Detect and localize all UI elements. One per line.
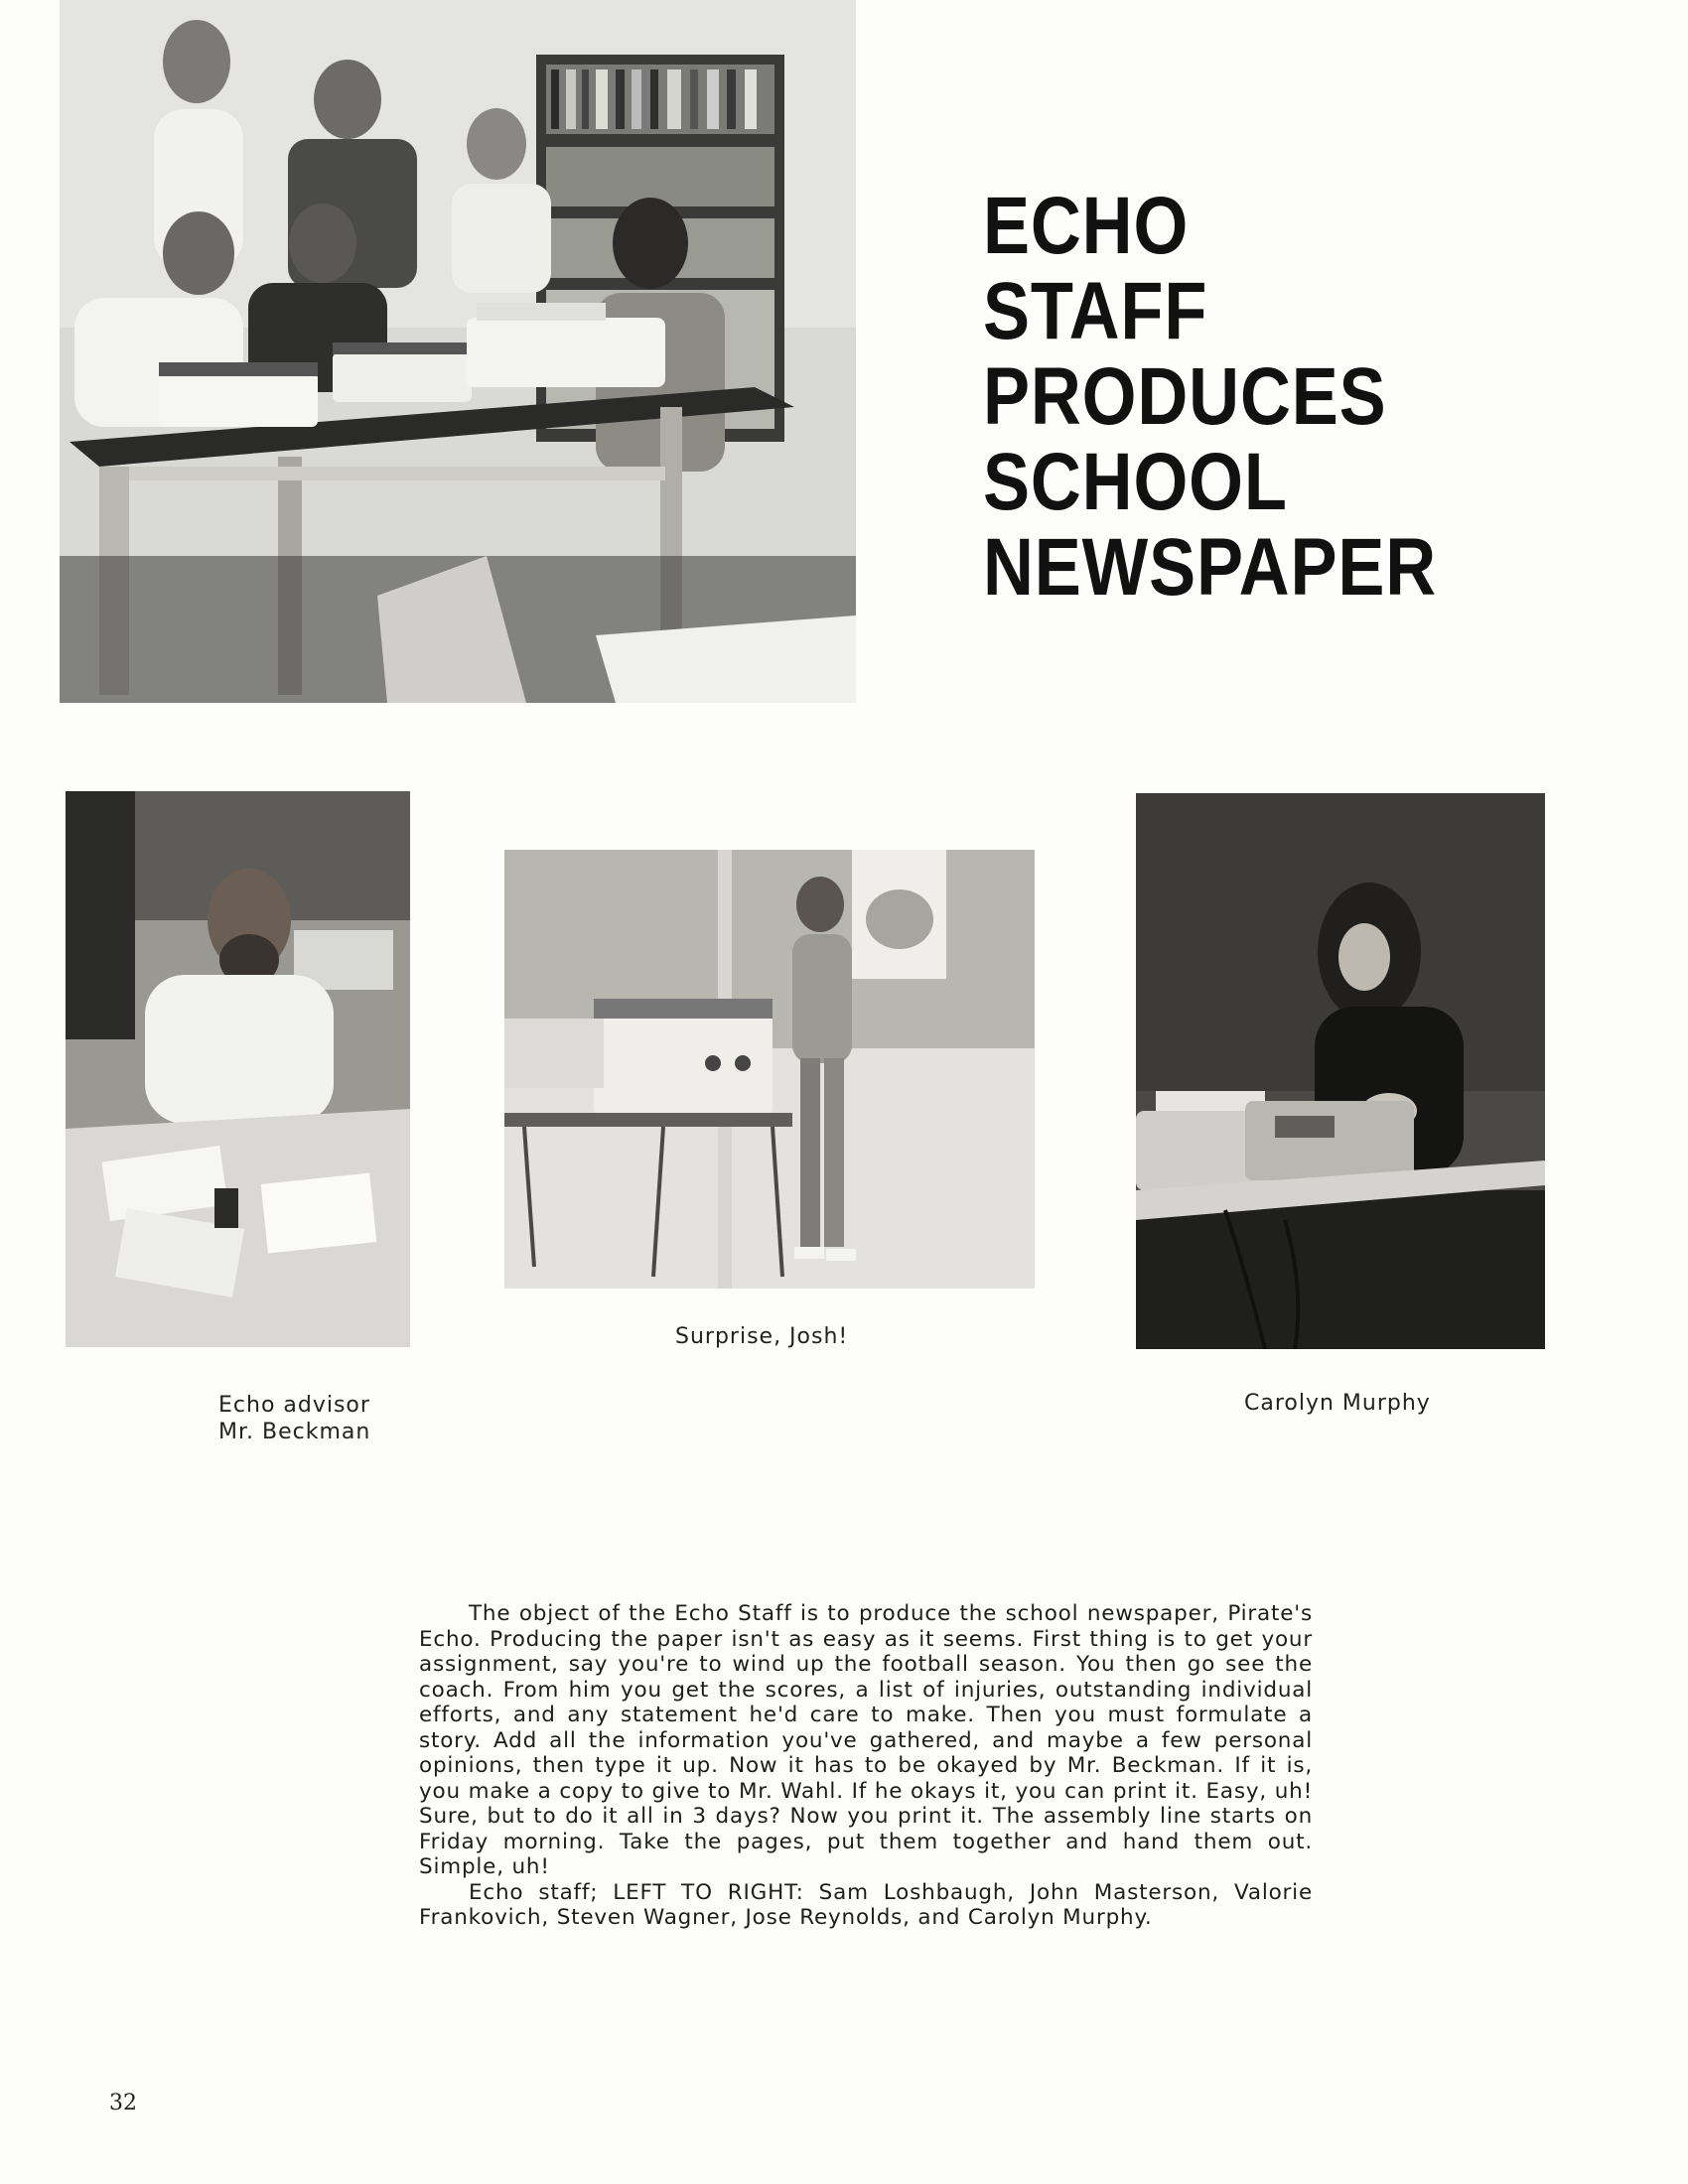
title-line-4: NEWSPAPER [983,522,1438,613]
carolyn-caption-text: Carolyn Murphy [1244,1391,1431,1416]
advisor-caption-line-2: Mr. Beckman [218,1420,371,1444]
advisor-caption-line-1: Echo advisor [218,1393,370,1418]
title-line-3: SCHOOL [983,437,1288,527]
article-paragraph-1: The object of the Echo Staff is to produce the school newspaper, Pirate's Echo. Producing the paper isn't as easy as it seems. First thing is to get your assignment, say you're to wind up the football season. You then go see the coach. From him you get the scores, a list of injuries, outstanding individual efforts, and any statement he'd care to make. Then you must formulate a story. Add all the information you've gathered, and maybe a few personal opinions, then type it up. Now it has to be okayed by Mr. Beckman. If it is, you make a copy to give to Mr. Wahl. If he okays it, you can print it. Easy, uh! Sure, but to do it all in 3 days? Now you print it. The assembly line starts on Friday morning. Take the pages, put them together and hand them out. Simple, uh! [419,1601,1313,1879]
group-staff-photo [60,0,856,703]
page-title [983,181,1438,613]
poster-icon [852,850,946,979]
advisor-desk-photo [66,791,410,1347]
carolyn-caption [1244,1390,1431,1417]
advisor-caption [218,1392,370,1445]
title-line-2: PRODUCES [983,351,1387,442]
article-paragraph-2: Echo staff; LEFT TO RIGHT: Sam Loshbaugh, John Masterson, Valorie Frankovich, Steven Wagner, Jose Reynolds, and Carolyn Murphy. [419,1879,1313,1930]
article-body [419,1601,1313,1931]
student-typewriter-photo [1136,793,1545,1349]
josh-caption-text: Surprise, Josh! [675,1324,849,1349]
title-line-1: ECHO STAFF [983,181,1208,356]
josh-caption [675,1323,848,1350]
student-machine-photo [504,850,1035,1289]
page-number: 32 [109,2091,137,2116]
